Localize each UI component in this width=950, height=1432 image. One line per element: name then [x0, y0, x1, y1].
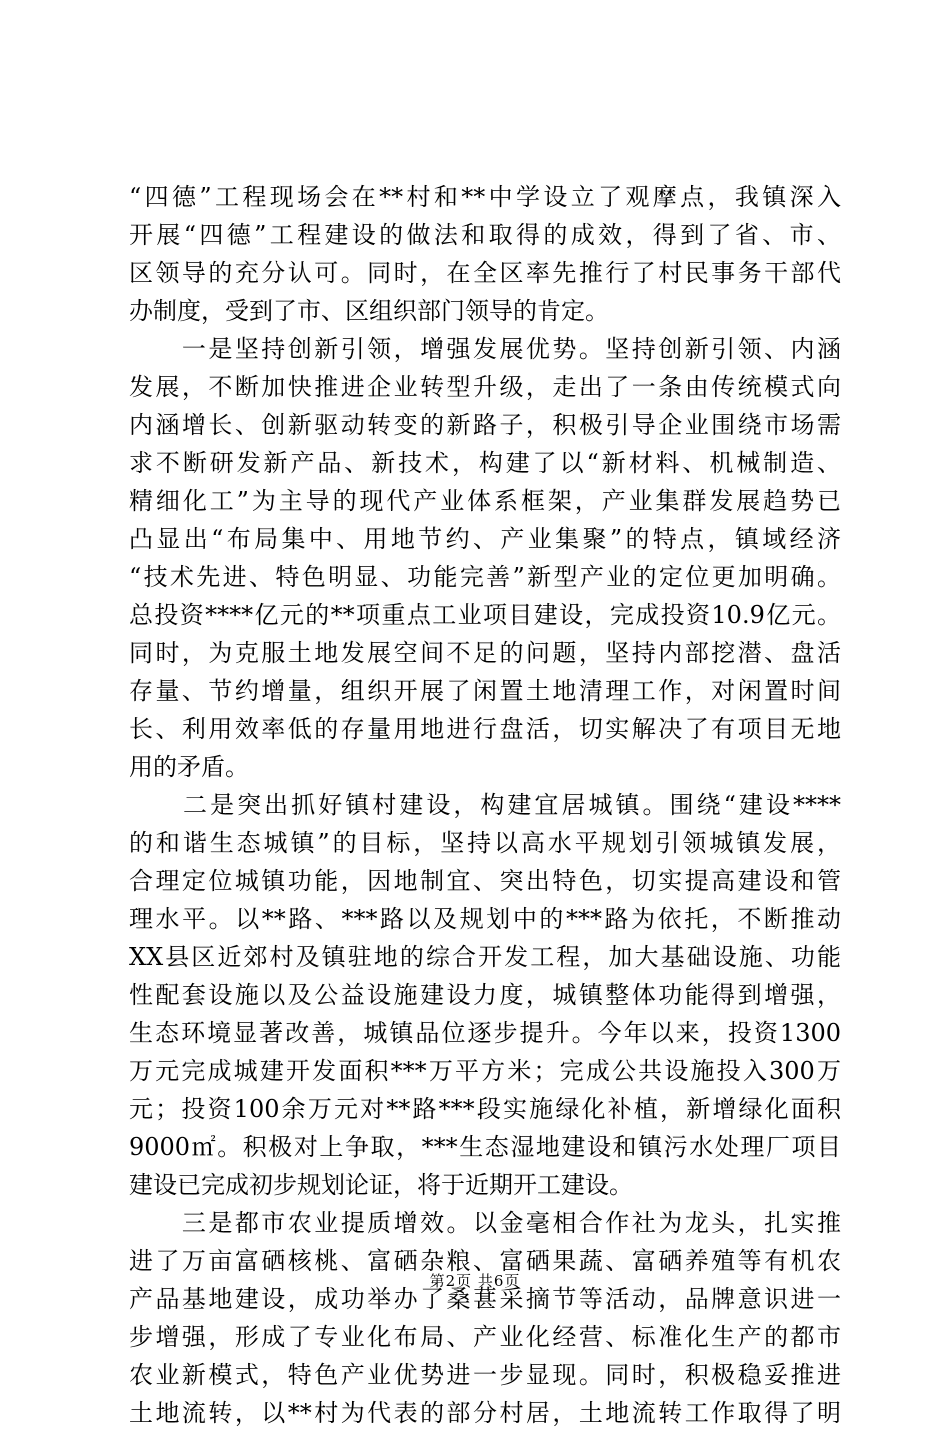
text-line: 农业新模式，特色产业优势进一步显现。同时，积极稳妥推进	[129, 1361, 841, 1389]
text-line: 进了万亩富硒核桃、富硒杂粮、富硒果蔬、富硒养殖等有机农	[129, 1247, 841, 1275]
text-line: 万元完成城建开发面积***万平方米；完成公共设施投入300万	[129, 1057, 841, 1085]
text-line: 元；投资100余万元对**路***段实施绿化补植，新增绿化面积	[129, 1095, 841, 1123]
text-line: 性配套设施以及公益设施建设力度，城镇整体功能得到增强，	[129, 981, 841, 1009]
text-line: XX县区近郊村及镇驻地的综合开发工程，加大基础设施、功能	[129, 943, 841, 971]
text-line: 理水平。以**路、***路以及规划中的***路为依托，不断推动	[129, 905, 841, 933]
text-line: 二是突出抓好镇村建设，构建宜居城镇。围绕“建设****	[129, 791, 841, 819]
text-line: 区领导的充分认可。同时，在全区率先推行了村民事务干部代	[129, 259, 841, 287]
text-line: 发展，不断加快推进企业转型升级，走出了一条由传统模式向	[129, 373, 841, 401]
text-line: 长、利用效率低的存量用地进行盘活，切实解决了有项目无地	[129, 715, 841, 743]
text-line: 内涵增长、创新驱动转变的新路子，积极引导企业围绕市场需	[129, 411, 841, 439]
text-line: 办制度，受到了市、区组织部门领导的肯定。	[129, 297, 609, 325]
text-line: “四德”工程现场会在**村和**中学设立了观摩点，我镇深入	[129, 183, 841, 211]
text-line: 的和谐生态城镇”的目标，坚持以高水平规划引领城镇发展，	[129, 829, 841, 857]
text-line: 建设已完成初步规划论证，将于近期开工建设。	[129, 1171, 633, 1199]
text-line: 凸显出“布局集中、用地节约、产业集聚”的特点，镇域经济	[129, 525, 841, 553]
text-line: 存量、节约增量，组织开展了闲置土地清理工作，对闲置时间	[129, 677, 841, 705]
text-line: 合理定位城镇功能，因地制宜、突出特色，切实提高建设和管	[129, 867, 841, 895]
text-line: 同时，为克服土地发展空间不足的问题，坚持内部挖潜、盘活	[129, 639, 841, 667]
text-line: 生态环境显著改善，城镇品位逐步提升。今年以来，投资1300	[129, 1019, 841, 1047]
text-line: 总投资****亿元的**项重点工业项目建设，完成投资10.9亿元。	[129, 601, 841, 629]
text-line: 9000㎡。积极对上争取，***生态湿地建设和镇污水处理厂项目	[129, 1133, 841, 1161]
text-line: 产品基地建设，成功举办了桑葚采摘节等活动，品牌意识进一	[129, 1285, 841, 1313]
text-line: 土地流转，以**村为代表的部分村居，土地流转工作取得了明	[129, 1399, 841, 1427]
text-line: 用的矛盾。	[129, 753, 249, 781]
text-line: 一是坚持创新引领，增强发展优势。坚持创新引领、内涵	[129, 335, 841, 363]
page-footer: 第2页 共6页	[429, 1272, 521, 1290]
text-line: 求不断研发新产品、新技术，构建了以“新材料、机械制造、	[129, 449, 841, 477]
text-line: 步增强，形成了专业化布局、产业化经营、标准化生产的都市	[129, 1323, 841, 1351]
text-line: 开展“四德”工程建设的做法和取得的成效，得到了省、市、	[129, 221, 841, 249]
text-line: 精细化工”为主导的现代产业体系框架，产业集群发展趋势已	[129, 487, 841, 515]
document-body	[129, 178, 841, 1432]
text-line: 三是都市农业提质增效。以金毫相合作社为龙头，扎实推	[129, 1209, 841, 1237]
text-line: “技术先进、特色明显、功能完善”新型产业的定位更加明确。	[129, 563, 841, 591]
